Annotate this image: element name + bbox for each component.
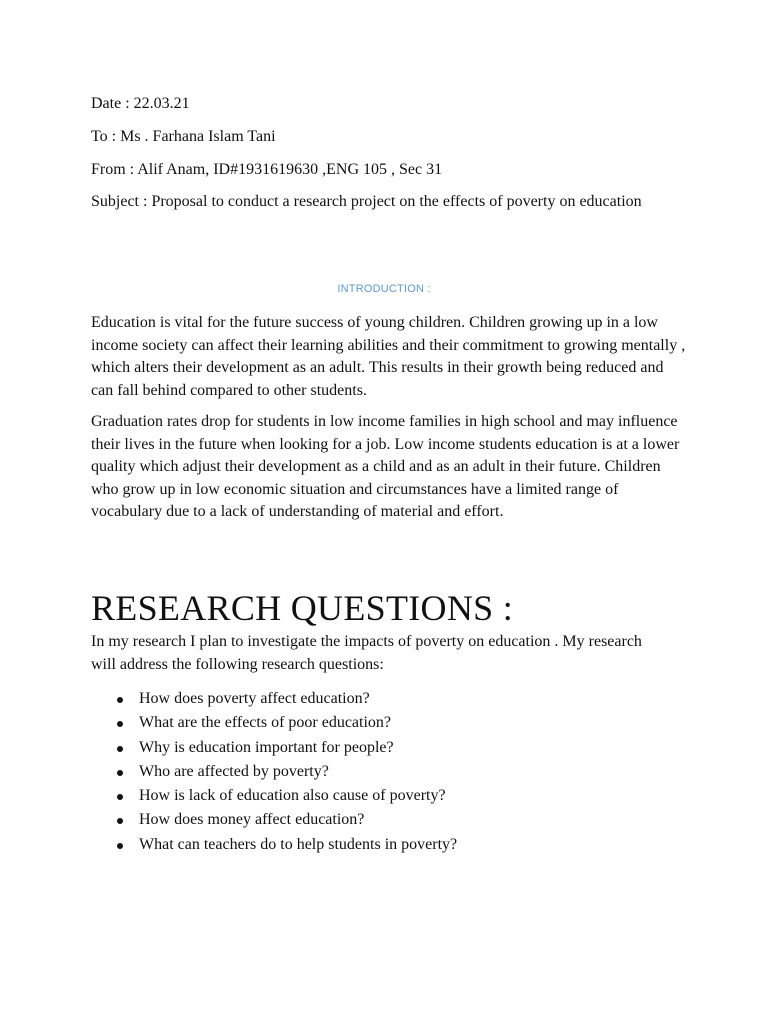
research-questions-list xyxy=(91,687,457,857)
bullet-icon xyxy=(117,770,123,776)
bullet-icon xyxy=(117,794,123,800)
question-text: What can teachers do to help students in poverty? xyxy=(139,835,458,853)
to-line: To : Ms . Farhana Islam Tani xyxy=(91,128,276,145)
list-item xyxy=(91,760,457,784)
list-item xyxy=(91,687,457,711)
research-intro-paragraph: In my research I plan to investigate the impacts of poverty on education . My research will address the following research questions: xyxy=(91,633,642,673)
list-item xyxy=(91,784,457,808)
from-line: From : Alif Anam, ID#1931619630 ,ENG 105 , Sec 31 xyxy=(91,161,443,178)
subject-line: Subject : Proposal to conduct a research project on the effects of poverty on education xyxy=(91,193,642,210)
bullet-icon xyxy=(117,843,123,849)
introduction-paragraph-1 xyxy=(91,312,686,402)
date-line: Date : 22.03.21 xyxy=(91,95,190,112)
list-item xyxy=(91,833,457,857)
bullet-icon xyxy=(117,818,123,824)
list-item xyxy=(91,711,457,735)
bullet-icon xyxy=(117,721,123,727)
bullet-icon xyxy=(117,697,123,703)
introduction-paragraph-2 xyxy=(91,411,686,524)
question-text: Why is education important for people? xyxy=(139,738,394,756)
introduction-paragraph-1-text: Education is vital for the future success of young children. Children growing up in a low income society can affect their learning abilities and their commitment to growing mentally , which alters their development as an adult. This results in their growth being reduced and can fall behind compared to other students. xyxy=(91,314,686,399)
list-item xyxy=(91,808,457,832)
question-text: What are the effects of poor education? xyxy=(139,714,392,732)
list-item xyxy=(91,736,457,760)
question-text: Who are affected by poverty? xyxy=(139,762,329,780)
introduction-paragraph-2-text: Graduation rates drop for students in low income families in high school and may influence their lives in the future when looking for a job. Low income students education is at a lower quality which adjust their development as a child and as an adult in their future. Children who grow up in low economic situation and circumstances have a limited range of vocabulary due to a lack of understanding of material and effort. xyxy=(91,413,680,521)
question-text: How does poverty affect education? xyxy=(139,690,370,707)
introduction-heading: INTRODUCTION : xyxy=(337,283,431,295)
question-text: How does money affect education? xyxy=(139,811,365,829)
question-text: How is lack of education also cause of poverty? xyxy=(139,787,446,805)
research-questions-heading: RESEARCH QUESTIONS : xyxy=(91,588,514,628)
bullet-icon xyxy=(117,746,123,752)
